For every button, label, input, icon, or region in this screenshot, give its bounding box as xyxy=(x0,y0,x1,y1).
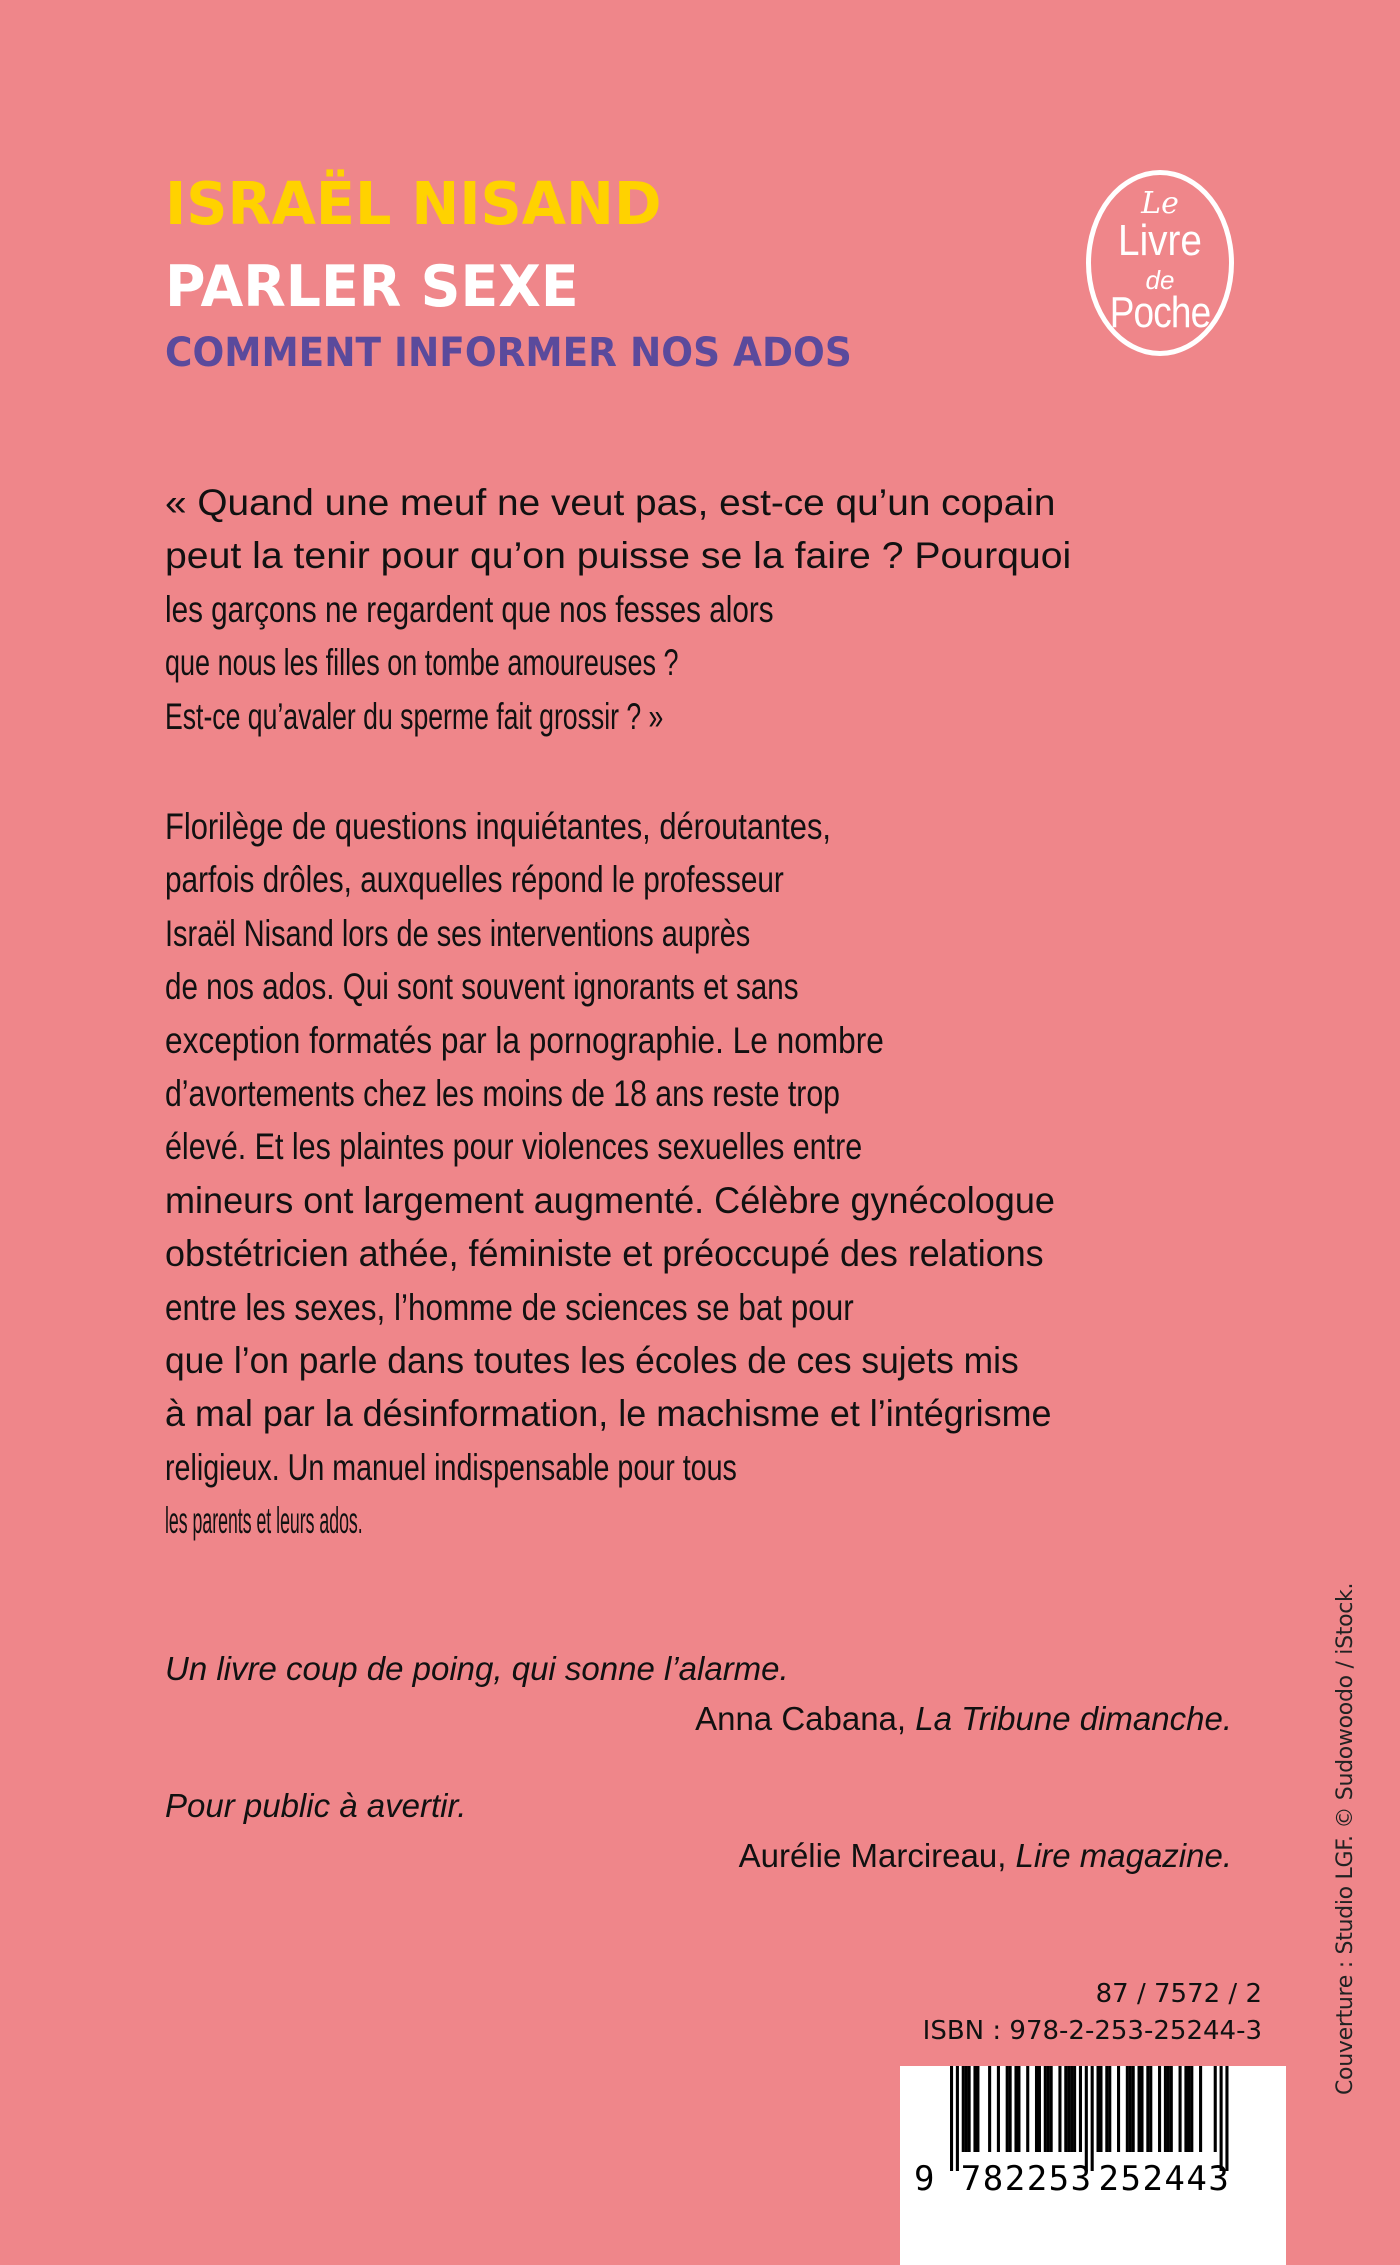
quote-line: que nous les filles on tombe amoureuses ? xyxy=(165,642,679,684)
description-line: Florilège de questions inquiétantes, déroutantes, xyxy=(165,806,832,847)
description-line: que l’on parle dans toutes les écoles de ces sujets mis xyxy=(165,1340,1019,1382)
review-author: Anna Cabana, xyxy=(695,1700,916,1737)
author-name: ISRAËL NISAND xyxy=(165,169,662,238)
quote-line: les garçons ne regardent que nos fesses alors xyxy=(165,588,774,630)
opening-quote xyxy=(165,476,1265,743)
review-source xyxy=(739,1839,1232,1872)
description-line: exception formatés par la pornographie. Le nombre xyxy=(165,1019,884,1061)
publisher-logo xyxy=(1086,170,1234,356)
svg-text:252443: 252443 xyxy=(1098,2159,1231,2199)
book-title: PARLER SEXE xyxy=(165,254,579,320)
description-line: mineurs ont largement augmenté. Célèbre gynécologue xyxy=(165,1179,1055,1221)
barcode xyxy=(900,2066,1286,2265)
quote-line: peut la tenir pour qu’on puisse se la faire ? Pourquoi xyxy=(165,535,1072,577)
description-line: élevé. Et les plaintes pour violences sexuelles entre xyxy=(165,1126,863,1168)
logo-le: Le xyxy=(1141,186,1179,221)
svg-text:782253: 782253 xyxy=(960,2159,1093,2199)
book-subtitle: COMMENT INFORMER NOS ADOS xyxy=(165,330,852,376)
review-publication: Lire magazine. xyxy=(1015,1837,1232,1874)
description-line: à mal par la désinformation, le machisme et l’intégrisme xyxy=(165,1393,1052,1435)
catalog-number: 87 / 7572 / 2 xyxy=(1095,1979,1262,2009)
logo-livre: Livre xyxy=(1118,216,1202,265)
description-line: les parents et leurs ados. xyxy=(165,1500,363,1542)
description-line: parfois drôles, auxquelles répond le professeur xyxy=(165,859,784,901)
description-line: d’avortements chez les moins de 18 ans reste trop xyxy=(165,1073,840,1115)
logo-poche: Poche xyxy=(1109,288,1211,337)
review-source xyxy=(695,1702,1232,1735)
description-line: de nos ados. Qui sont souvent ignorants et sans xyxy=(165,966,799,1008)
review-publication: La Tribune dimanche. xyxy=(915,1700,1232,1737)
svg-text:9: 9 xyxy=(914,2159,935,2199)
review-quote: Un livre coup de poing, qui sonne l’alarme. xyxy=(165,1650,789,1687)
logo-de: de xyxy=(1145,265,1175,295)
quote-line: « Quand une meuf ne veut pas, est-ce qu’un copain xyxy=(165,482,1056,523)
cover-credit: Couverture : Studio LGF. © Sudowoodo / iStock. xyxy=(1333,1582,1358,2095)
description-line: entre les sexes, l’homme de sciences se bat pour xyxy=(165,1286,854,1328)
quote-line: Est-ce qu’avaler du sperme fait grossir ? » xyxy=(165,695,664,737)
review-author: Aurélie Marcireau, xyxy=(738,1837,1016,1874)
description xyxy=(165,800,1265,1548)
review-quote: Pour public à avertir. xyxy=(165,1787,467,1824)
description-line: obstétricien athée, féministe et préoccupé des relations xyxy=(165,1233,1044,1275)
description-line: religieux. Un manuel indispensable pour tous xyxy=(165,1446,737,1488)
barcode-graphic xyxy=(900,2066,1286,2265)
isbn: ISBN : 978-2-253-25244-3 xyxy=(922,2016,1262,2046)
description-line: Israël Nisand lors de ses interventions auprès xyxy=(165,912,751,954)
